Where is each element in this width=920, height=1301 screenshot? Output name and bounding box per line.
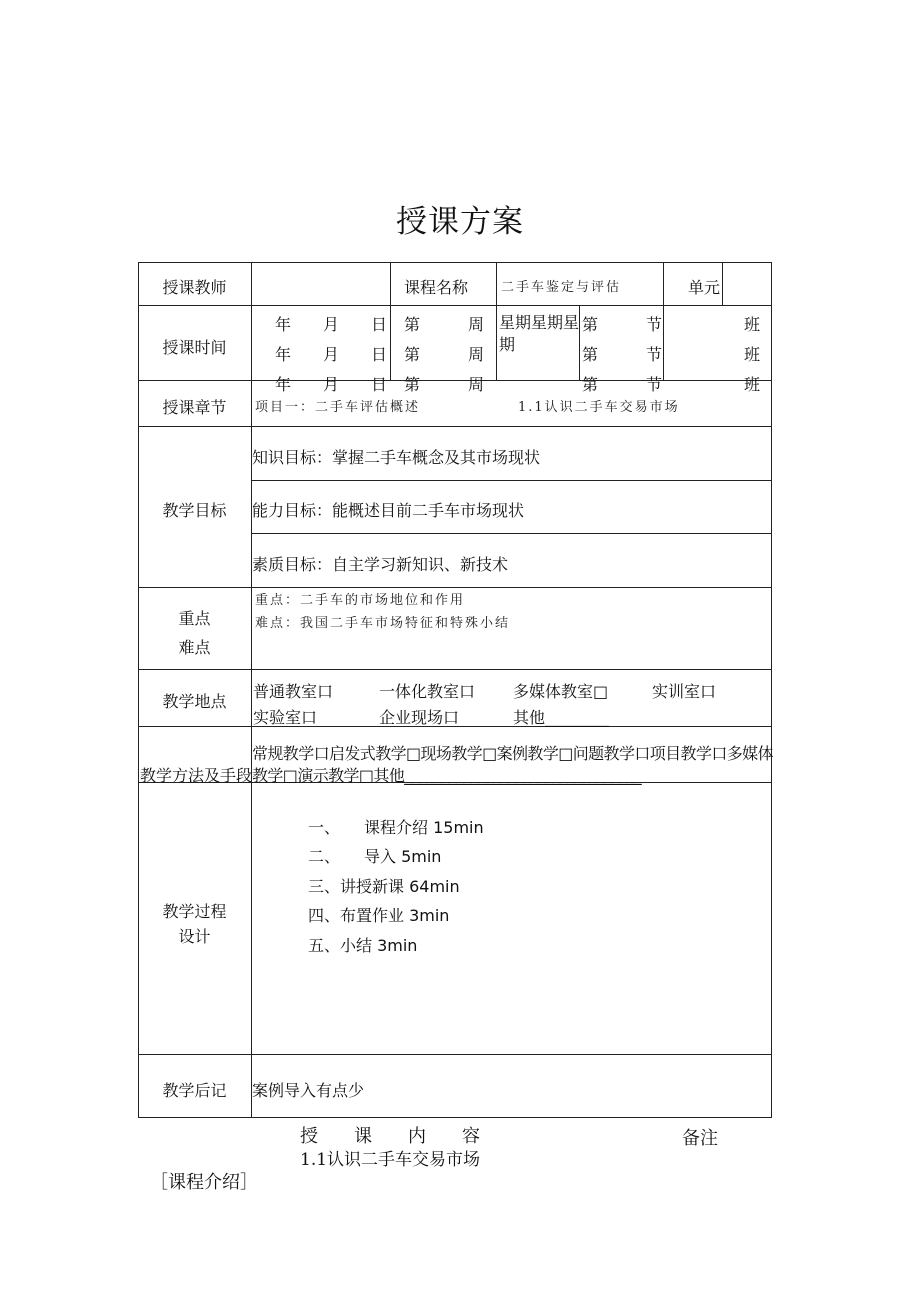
location-option[interactable]: 一体化教室口 (379, 682, 476, 701)
course-intro-heading: ［课程介绍］ (150, 1172, 258, 1193)
page-title: 授课方案 (396, 204, 524, 240)
period-line: 第 节 (582, 315, 663, 334)
teacher-label: 授课教师 (162, 278, 227, 297)
class-line: 班 (744, 375, 761, 394)
remarks-heading: 备注 (682, 1128, 718, 1149)
process-step: 二、 导入 5min (308, 847, 442, 866)
content-heading: 授 课 内 容 (300, 1126, 480, 1147)
methods-line: 常规教学口启发式教学□现场教学□案例教学□问题教学口项目教学口多媒体 (252, 744, 773, 763)
week-line: 第 周 (404, 315, 485, 334)
period-cell (580, 306, 663, 394)
difficulty-text: 难点：我国二手车市场特征和特殊小结 (255, 616, 511, 631)
process-label-2: 设计 (178, 927, 211, 946)
process-label: 教学过程 (162, 902, 227, 921)
period-line: 第 节 (582, 345, 663, 364)
date-line: 年 月 日 (275, 315, 388, 334)
class-line: 班 (744, 345, 761, 364)
process-step: 三、讲授新课 64min (308, 877, 460, 896)
weekday-text: 星期星期星期 (499, 313, 580, 354)
course-label: 课程名称 (404, 278, 469, 297)
chapter-section: 1.1认识二手车交易市场 (518, 400, 680, 415)
section-subtitle: 1.1认识二手车交易市场 (300, 1150, 481, 1170)
chapter-label: 授课章节 (162, 398, 227, 417)
location-option[interactable]: 企业现场口 (379, 708, 460, 727)
location-other[interactable]: 其他________ (513, 708, 610, 727)
location-option[interactable]: 多媒体教室□ (513, 682, 609, 701)
location-option[interactable]: 普通教室口 (253, 682, 334, 701)
methods-label: 教学方法及手段 (140, 766, 253, 785)
date-line: 年 月 日 (275, 345, 388, 364)
methods-line: 教学□演示教学□其他________________________________ (252, 766, 642, 785)
unit-label: 单元 (688, 278, 721, 297)
location-option[interactable]: 实验室口 (253, 708, 318, 727)
reflection-label: 教学后记 (162, 1081, 227, 1100)
week-line: 第 周 (404, 375, 485, 394)
difficulty-label: 难点 (178, 638, 211, 657)
period-line: 第 节 (582, 375, 663, 394)
objectives-label: 教学目标 (162, 501, 227, 520)
week-line: 第 周 (404, 345, 485, 364)
process-step: 一、 课程介绍 15min (308, 818, 484, 837)
class-cell (664, 306, 771, 394)
location-label: 教学地点 (162, 692, 227, 711)
date-line: 年 月 日 (275, 375, 388, 394)
key-point-label: 重点 (178, 609, 211, 628)
date-cell (252, 306, 390, 394)
time-label: 授课时间 (162, 338, 227, 357)
course-value: 二手车鉴定与评估 (501, 280, 622, 295)
weekday-cell (497, 306, 579, 380)
reflection-value: 案例导入有点少 (252, 1081, 365, 1100)
process-step: 四、布置作业 3min (308, 906, 450, 925)
quality-objective: 素质目标：自主学习新知识、新技术 (252, 555, 509, 574)
knowledge-objective: 知识目标：掌握二手车概念及其市场现状 (252, 448, 541, 467)
ability-objective: 能力目标：能概述目前二手车市场现状 (252, 501, 525, 520)
week-cell (391, 306, 496, 394)
process-step: 五、小结 3min (308, 936, 418, 955)
location-option[interactable]: 实训室口 (652, 682, 717, 701)
methods-cell (252, 738, 773, 785)
key-point-text: 重点：二手车的市场地位和作用 (255, 593, 466, 608)
chapter-project: 项目一：二手车评估概述 (255, 400, 421, 415)
class-line: 班 (744, 315, 761, 334)
